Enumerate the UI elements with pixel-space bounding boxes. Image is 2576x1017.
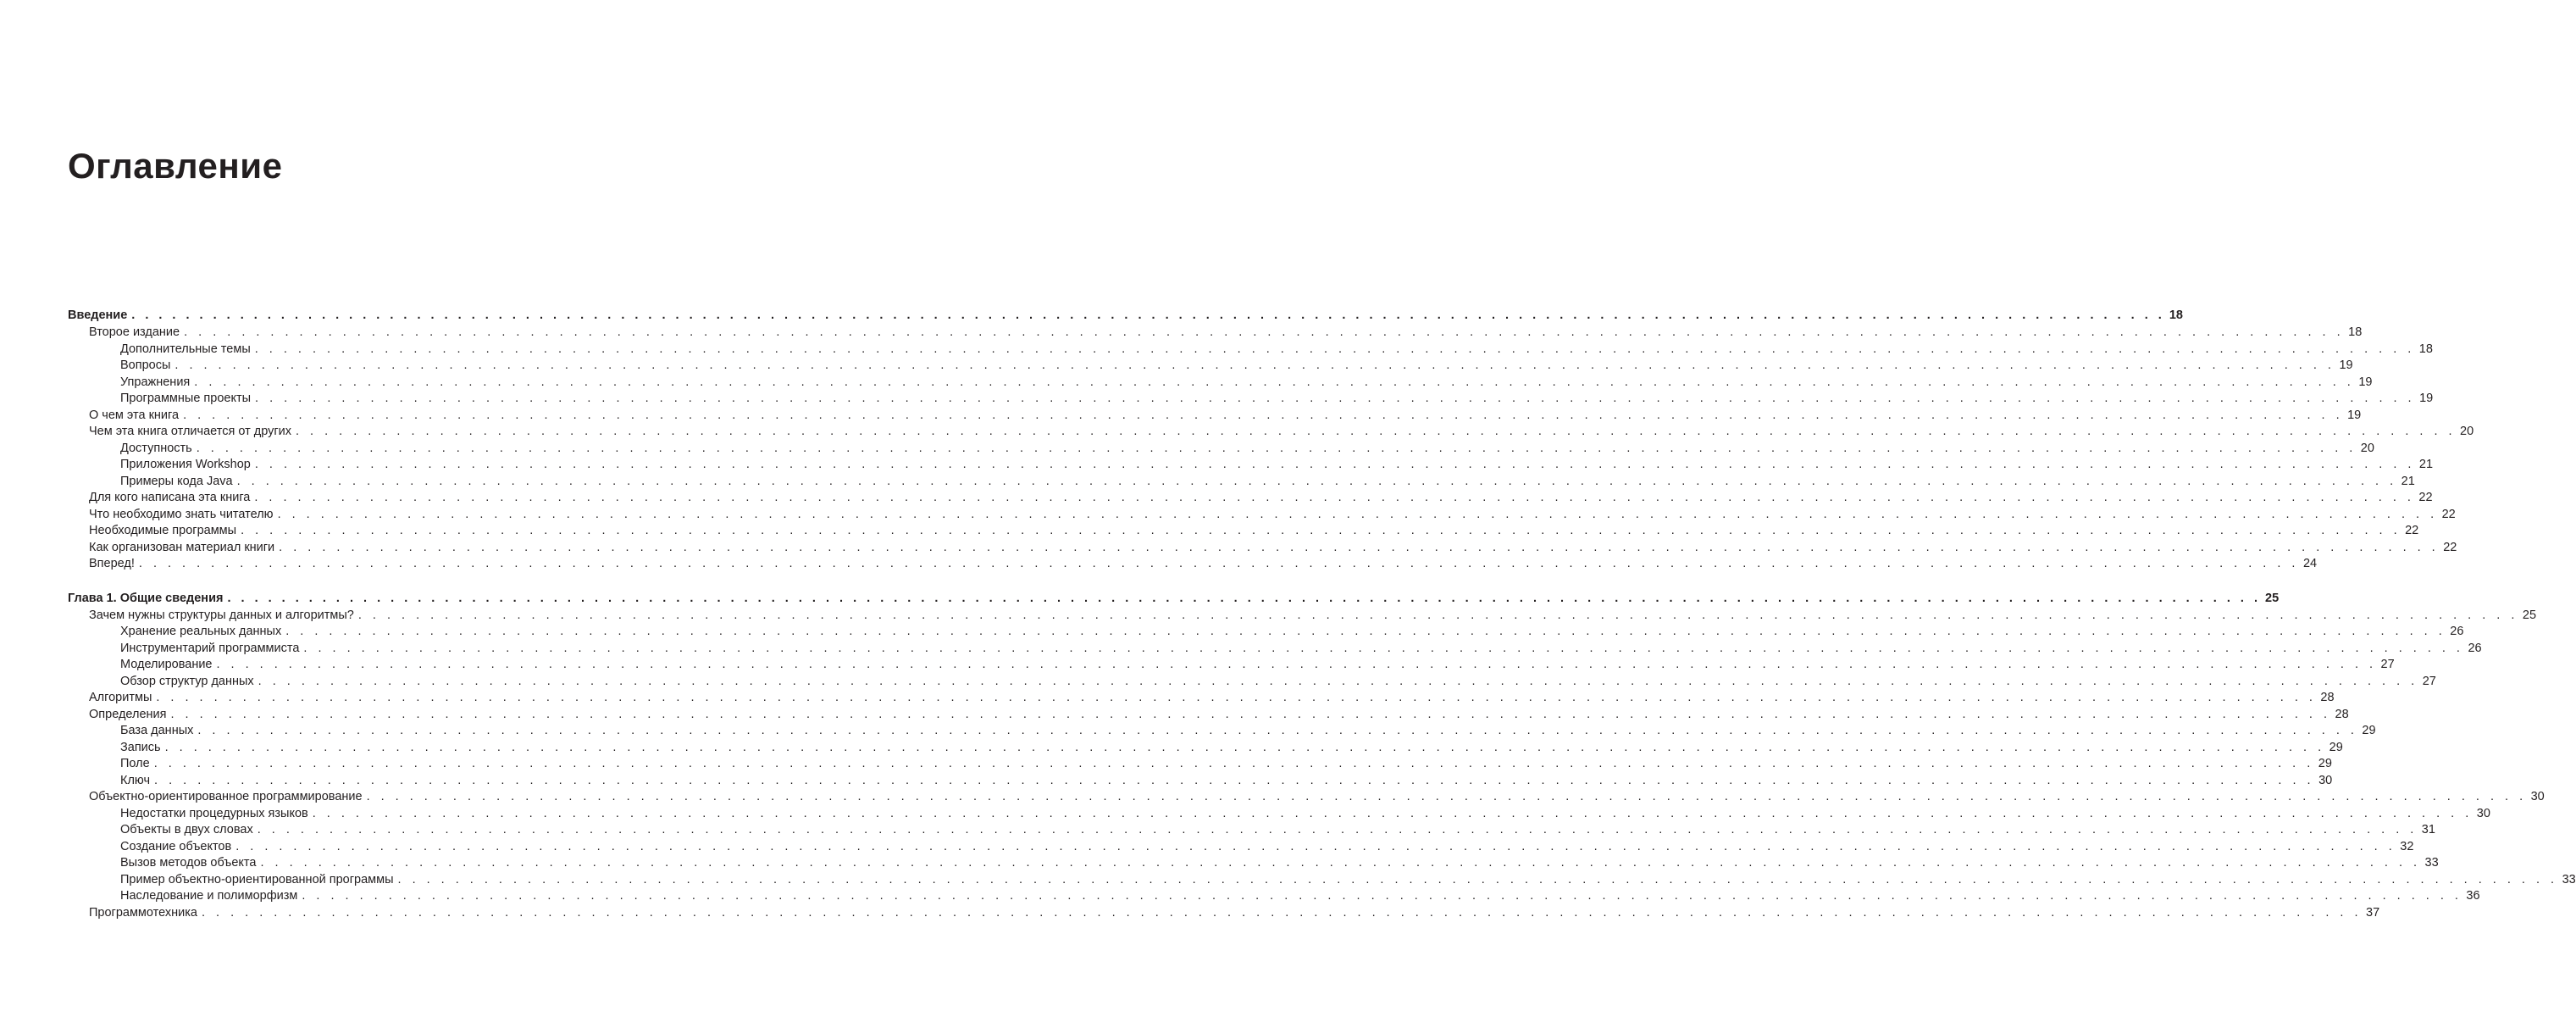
toc-chapter-entry[interactable]: [68, 307, 2183, 325]
toc-dot-leader: . . . . . . . . . . . . . . . . . . . . . . . . . . . . . . . . . . . . . . . . . . . . . . . . . . . . . . . . . . . . . . . . . . . . . . . . . . . . . . . . . . . . . . . . . . . . . . . . . . . . . . . . . . . . . . . . . . . . . . . . . . . . . . . . . . . . . . . . . . . . . . . . . . . . . .: [260, 856, 2421, 870]
toc-entry[interactable]: [68, 707, 2349, 724]
toc-dot-leader: . . . . . . . . . . . . . . . . . . . . . . . . . . . . . . . . . . . . . . . . . . . . . . . . . . . . . . . . . . . . . . . . . . . . . . . . . . . . . . . . . . . . . . . . . . . . . . . . . . . . . . . . . . . . . . . . . . . . . . . . . . . . . . . . . . . . . . . . . . . . . . . . . . . . . .: [277, 507, 2438, 521]
toc-dot-leader: . . . . . . . . . . . . . . . . . . . . . . . . . . . . . . . . . . . . . . . . . . . . . . . . . . . . . . . . . . . . . . . . . . . . . . . . . . . . . . . . . . . . . . . . . . . . . . . . . . . . . . . . . . . . . . . . . . . . . . . . . . . . . . . . . . . . . . . . . . . . . . . . . . . . . .: [153, 757, 2314, 770]
toc-dot-leader: . . . . . . . . . . . . . . . . . . . . . . . . . . . . . . . . . . . . . . . . . . . . . . . . . . . . . . . . . . . . . . . . . . . . . . . . . . . . . . . . . . . . . . . . . . . . . . . . . . . . . . . . . . . . . . . . . . . . . . . . . . . . . . . . . . . . . . . . . . . . . . . . . . . . . .: [184, 325, 2345, 339]
toc-dot-leader: . . . . . . . . . . . . . . . . . . . . . . . . . . . . . . . . . . . . . . . . . . . . . . . . . . . . . . . . . . . . . . . . . . . . . . . . . . . . . . . . . . . . . . . . . . . . . . . . . . . . . . . . . . . . . . . . . . . . . . . . . . . . . . . . . . . . . . . . . . . . . . . . . . . . . .: [366, 790, 2527, 803]
toc-entry[interactable]: [68, 457, 2434, 474]
toc-entry-title: Создание объектов: [120, 839, 232, 853]
toc-entry-page-number: 33: [2424, 856, 2439, 870]
toc-entry-title: Доступность: [120, 441, 192, 455]
toc-dot-leader: . . . . . . . . . . . . . . . . . . . . . . . . . . . . . . . . . . . . . . . . . . . . . . . . . . . . . . . . . . . . . . . . . . . . . . . . . . . . . . . . . . . . . . . . . . . . . . . . . . . . . . . . . . . . . . . . . . . . . . . . . . . . . . . . . . . . . . . . . . . . . . . . . . . . . .: [154, 773, 2315, 787]
toc-entry-page-number: 20: [2360, 441, 2374, 455]
toc-entry-title: Пример объектно-ориентированной программы: [120, 872, 394, 886]
toc-entry-page-number: 19: [2419, 392, 2434, 405]
toc-dot-leader: . . . . . . . . . . . . . . . . . . . . . . . . . . . . . . . . . . . . . . . . . . . . . . . . . . . . . . . . . . . . . . . . . . . . . . . . . . . . . . . . . . . . . . . . . . . . . . . . . . . . . . . . . . . . . . . . . . . . . . . . . . . . . . . . . . . . . . . . . . . . . . . . . . . . . .: [175, 358, 2335, 372]
toc-entry-page-number: 18: [2348, 325, 2363, 339]
toc-entry-title: Поле: [120, 757, 150, 770]
toc-chapter-entry[interactable]: [68, 590, 2280, 608]
toc-entry[interactable]: [68, 375, 2373, 392]
toc-entry-title: Вперед!: [89, 557, 135, 570]
toc-entry[interactable]: [68, 391, 2434, 408]
toc-entry-title: О чем эта книга: [89, 408, 180, 422]
toc-entry-title: Чем эта книга отличается от других: [89, 425, 291, 438]
toc-entry[interactable]: [68, 540, 2457, 557]
toc-dot-leader: . . . . . . . . . . . . . . . . . . . . . . . . . . . . . . . . . . . . . . . . . . . . . . . . . . . . . . . . . . . . . . . . . . . . . . . . . . . . . . . . . . . . . . . . . . . . . . . . . . . . . . . . . . . . . . . . . . . . . . . . . . . . . . . . . . . . . . . . . . . . . . . . . . . . . .: [302, 889, 2462, 903]
toc-entry-title: Необходимые программы: [89, 524, 237, 537]
toc-entry-title: Объектно-ориентированное программирование: [89, 790, 363, 803]
toc-entry-title: Определения: [89, 707, 167, 721]
toc-entry-title: Ключ: [120, 773, 151, 787]
toc-entry[interactable]: [68, 822, 2435, 839]
toc-entry-page-number: 30: [2318, 773, 2333, 787]
toc-entry-page-number: 29: [2329, 740, 2343, 754]
toc-entry-title: Для кого написана эта книга: [89, 491, 251, 504]
toc-entry-title: Наследование и полиморфизм: [120, 889, 298, 903]
toc-entry-page-number: 19: [2358, 375, 2373, 389]
toc-dot-leader: . . . . . . . . . . . . . . . . . . . . . . . . . . . . . . . . . . . . . . . . . . . . . . . . . . . . . . . . . . . . . . . . . . . . . . . . . . . . . . . . . . . . . . . . . . . . . . . . . . . . . . . . . . . . . . . . . . . . . . . . . . . . . . . . . . . . . . . . . . . . . . . . . . . . . .: [254, 342, 2415, 356]
toc-entry-page-number: 26: [2450, 625, 2464, 638]
toc-dot-leader: . . . . . . . . . . . . . . . . . . . . . . . . . . . . . . . . . . . . . . . . . . . . . . . . . . . . . . . . . . . . . . . . . . . . . . . . . . . . . . . . . . . . . . . . . . . . . . . . . . . . . . . . . . . . . . . . . . . . . . . . . . . . . . . . . . . . . . . . . . . . . . . . . . . . . .: [254, 458, 2415, 471]
toc-dot-leader: . . . . . . . . . . . . . . . . . . . . . . . . . . . . . . . . . . . . . . . . . . . . . . . . . . . . . . . . . . . . . . . . . . . . . . . . . . . . . . . . . . . . . . . . . . . . . . . . . . . . . . . . . . . . . . . . . . . . . . . . . . . . . . . . . . . . . . . . . . . . . . . . . . . . . .: [164, 740, 2325, 754]
toc-dot-leader: . . . . . . . . . . . . . . . . . . . . . . . . . . . . . . . . . . . . . . . . . . . . . . . . . . . . . . . . . . . . . . . . . . . . . . . . . . . . . . . . . . . . . . . . . . . . . . . . . . . . . . . . . . . . . . . . . . . . . . . . . . . . . . . . . . . . . . . . . . . . . . . . . . . . . .: [170, 707, 2331, 721]
toc-entry-page-number: 30: [2476, 806, 2490, 820]
toc-entry[interactable]: [68, 441, 2374, 458]
toc-entry[interactable]: [68, 342, 2433, 358]
toc-entry-page-number: 22: [2405, 524, 2419, 537]
toc-entry[interactable]: [68, 674, 2436, 691]
toc-entry[interactable]: [68, 839, 2414, 856]
toc-dot-leader: . . . . . . . . . . . . . . . . . . . . . . . . . . . . . . . . . . . . . . . . . . . . . . . . . . . . . . . . . . . . . . . . . . . . . . . . . . . . . . . . . . . . . . . . . . . . . . . . . . . . . . . . . . . . . . . . . . . . . . . . . . . . . . . . . . . . . . . . . . . . . . . . . . . . . .: [236, 474, 2397, 488]
toc-entry-page-number: 19: [2347, 408, 2362, 422]
toc-entry[interactable]: [68, 905, 2380, 922]
toc-entry-page-number: 22: [2441, 507, 2456, 521]
toc-entry[interactable]: [68, 424, 2474, 441]
toc-entry[interactable]: [68, 556, 2318, 573]
toc-entry-page-number: 33: [2562, 872, 2576, 886]
toc-dot-leader: . . . . . . . . . . . . . . . . . . . . . . . . . . . . . . . . . . . . . . . . . . . . . . . . . . . . . . . . . . . . . . . . . . . . . . . . . . . . . . . . . . . . . . . . . . . . . . . . . . . . . . . . . . . . . . . . . . . . . . . . . . . . . . . . . . . . . . . . . . . . . . . . . . . . . .: [397, 872, 2558, 886]
toc-entry[interactable]: [68, 507, 2456, 524]
toc-dot-leader: . . . . . . . . . . . . . . . . . . . . . . . . . . . . . . . . . . . . . . . . . . . . . . . . . . . . . . . . . . . . . . . . . . . . . . . . . . . . . . . . . . . . . . . . . . . . . . . . . . . . . . . . . . . . . . . . . . . . . . . . . . . . . . . . . . . . . . . . . . . . . . . . . . . . . .: [303, 641, 2464, 655]
toc-entry-page-number: 21: [2418, 458, 2434, 471]
toc-entry-title: Вопросы: [120, 358, 171, 372]
toc-entry[interactable]: [68, 325, 2363, 342]
toc-entry-page-number: 36: [2466, 889, 2480, 903]
toc-entry[interactable]: [68, 740, 2343, 757]
toc-entry-title: Глава 1. Общие сведения: [68, 591, 224, 605]
toc-entry-page-number: 20: [2460, 425, 2474, 438]
toc-entry[interactable]: [68, 872, 2576, 889]
toc-entry[interactable]: [68, 408, 2362, 425]
toc-entry-page-number: 18: [2169, 308, 2183, 322]
toc-dot-leader: . . . . . . . . . . . . . . . . . . . . . . . . . . . . . . . . . . . . . . . . . . . . . . . . . . . . . . . . . . . . . . . . . . . . . . . . . . . . . . . . . . . . . . . . . . . . . . . . . . . . . . . . . . . . . . . . . . . . . . . . . . . . . . . . . . . . . . . . . . . . . . . . . . . . . .: [258, 674, 2418, 688]
toc-entry-title: Моделирование: [120, 658, 213, 671]
toc-entry[interactable]: [68, 657, 2395, 674]
toc-entry-title: Вызов методов объекта: [120, 856, 257, 870]
toc-entry-page-number: 32: [2400, 839, 2414, 853]
toc-entry[interactable]: [68, 641, 2482, 658]
toc-dot-leader: . . . . . . . . . . . . . . . . . . . . . . . . . . . . . . . . . . . . . . . . . . . . . . . . . . . . . . . . . . . . . . . . . . . . . . . . . . . . . . . . . . . . . . . . . . . . . . . . . . . . . . . . . . . . . . . . . . . . . . . . . . . . . . . . . . . . . . . . . . . . . . . . . . . . . .: [138, 557, 2299, 570]
toc-entry[interactable]: [68, 806, 2490, 823]
toc-entry-page-number: 27: [2422, 674, 2436, 688]
toc-entry-title: Запись: [120, 740, 161, 754]
toc-dot-leader: . . . . . . . . . . . . . . . . . . . . . . . . . . . . . . . . . . . . . . . . . . . . . . . . . . . . . . . . . . . . . . . . . . . . . . . . . . . . . . . . . . . . . . . . . . . . . . . . . . . . . . . . . . . . . . . . . . . . . . . . . . . . . . . . . . . . . . . . . . . . . . . . . . . . . .: [357, 608, 2518, 622]
toc-dot-leader: . . . . . . . . . . . . . . . . . . . . . . . . . . . . . . . . . . . . . . . . . . . . . . . . . . . . . . . . . . . . . . . . . . . . . . . . . . . . . . . . . . . . . . . . . . . . . . . . . . . . . . . . . . . . . . . . . . . . . . . . . . . . . . . . . . . . . . . . . . . . . . . . . . . . . .: [131, 308, 2165, 322]
toc-entry-page-number: 29: [2318, 757, 2332, 770]
toc-dot-leader: . . . . . . . . . . . . . . . . . . . . . . . . . . . . . . . . . . . . . . . . . . . . . . . . . . . . . . . . . . . . . . . . . . . . . . . . . . . . . . . . . . . . . . . . . . . . . . . . . . . . . . . . . . . . . . . . . . . . . . . . . . . . . . . . . . . . . . . . . . . . . . . . . . . . . .: [285, 625, 2446, 638]
toc-dot-leader: . . . . . . . . . . . . . . . . . . . . . . . . . . . . . . . . . . . . . . . . . . . . . . . . . . . . . . . . . . . . . . . . . . . . . . . . . . . . . . . . . . . . . . . . . . . . . . . . . . . . . . . . . . . . . . . . . . . . . . . . . . . . . . . . . . . . . . . . . . . . . . . . . . . . . .: [254, 491, 2415, 504]
toc-entry-title: Обзор структур данных: [120, 674, 254, 688]
toc-dot-leader: . . . . . . . . . . . . . . . . . . . . . . . . . . . . . . . . . . . . . . . . . . . . . . . . . . . . . . . . . . . . . . . . . . . . . . . . . . . . . . . . . . . . . . . . . . . . . . . . . . . . . . . . . . . . . . . . . . . . . . . . . . . . . . . . . . . . . . . . . . . . . . . . . . . . . .: [216, 658, 2377, 671]
toc-entry-title: Программные проекты: [120, 392, 252, 405]
toc-entry-page-number: 22: [2418, 491, 2433, 504]
toc-entry-title: Недостатки процедурных языков: [120, 806, 308, 820]
toc-entry-page-number: 27: [2380, 658, 2395, 671]
toc-entry-title: Алгоритмы: [89, 691, 152, 704]
toc-dot-leader: . . . . . . . . . . . . . . . . . . . . . . . . . . . . . . . . . . . . . . . . . . . . . . . . . . . . . . . . . . . . . . . . . . . . . . . . . . . . . . . . . . . . . . . . . . . . . . . . . . . . . . . . . . . . . . . . . . . . . . . . . . . . . . . . . . . . . . . . . . . . . . . . . . . . . .: [241, 524, 2401, 537]
toc-dot-leader: . . . . . . . . . . . . . . . . . . . . . . . . . . . . . . . . . . . . . . . . . . . . . . . . . . . . . . . . . . . . . . . . . . . . . . . . . . . . . . . . . . . . . . . . . . . . . . . . . . . . . . . . . . . . . . . . . . . . . . . . . . . . . . . . . . . . . . . . . . . . . . . . . . . . . .: [194, 375, 2355, 389]
toc-dot-leader: . . . . . . . . . . . . . . . . . . . . . . . . . . . . . . . . . . . . . . . . . . . . . . . . . . . . . . . . . . . . . . . . . . . . . . . . . . . . . . . . . . . . . . . . . . . . . . . . . . . . . . . . . . . . . . . . . . . . . . . . . . . . . . . . . . . . . . . . . . . . . . . . . . . . . .: [197, 724, 2358, 737]
toc-entry-title: Введение: [68, 308, 128, 322]
toc-entry-page-number: 25: [2522, 608, 2537, 622]
toc-entry-title: Примеры кода Java: [120, 474, 233, 488]
toc-entry[interactable]: [68, 690, 2335, 707]
toc-entry-title: Объекты в двух словах: [120, 823, 253, 836]
toc-entry-page-number: 28: [2320, 691, 2335, 704]
toc-entry[interactable]: [68, 756, 2332, 773]
toc-entry[interactable]: [68, 624, 2464, 641]
toc-section: [68, 307, 2474, 573]
toc-entry-title: База данных: [120, 724, 194, 737]
toc-entry-page-number: 25: [2265, 591, 2280, 605]
toc-entry-page-number: 37: [2366, 905, 2380, 920]
toc-entry[interactable]: [68, 474, 2415, 491]
toc-entry[interactable]: [68, 608, 2537, 625]
toc-entry-title: Зачем нужны структуры данных и алгоритмы?: [89, 608, 354, 622]
toc-dot-leader: . . . . . . . . . . . . . . . . . . . . . . . . . . . . . . . . . . . . . . . . . . . . . . . . . . . . . . . . . . . . . . . . . . . . . . . . . . . . . . . . . . . . . . . . . . . . . . . . . . . . . . . . . . . . . . . . . . . . . . . . . . . . . . . . . . . . . . . . . . . . . . . . . . . . . .: [296, 425, 2457, 438]
toc-entry-title: Приложения Workshop: [120, 458, 251, 471]
table-of-contents: [68, 307, 2576, 921]
toc-entry[interactable]: [68, 888, 2480, 905]
toc-entry-page-number: 24: [2302, 557, 2318, 570]
toc-entry-title: Упражнения: [120, 375, 191, 389]
toc-entry-page-number: 19: [2339, 358, 2353, 372]
toc-entry[interactable]: [68, 358, 2353, 375]
toc-entry[interactable]: [68, 789, 2545, 806]
toc-dot-leader: . . . . . . . . . . . . . . . . . . . . . . . . . . . . . . . . . . . . . . . . . . . . . . . . . . . . . . . . . . . . . . . . . . . . . . . . . . . . . . . . . . . . . . . . . . . . . . . . . . . . . . . . . . . . . . . . . . . . . . . . . . . . . . . . . . . . . . . . . . . . . . . . . . . . . .: [279, 540, 2440, 554]
toc-dot-leader: . . . . . . . . . . . . . . . . . . . . . . . . . . . . . . . . . . . . . . . . . . . . . . . . . . . . . . . . . . . . . . . . . . . . . . . . . . . . . . . . . . . . . . . . . . . . . . . . . . . . . . . . . . . . . . . . . . . . . . . . . . . . . . . . . . . . . . . . . . . . . . . . . . . . . .: [183, 408, 2344, 422]
toc-entry-title: Что необходимо знать читателю: [89, 507, 274, 521]
toc-dot-leader: . . . . . . . . . . . . . . . . . . . . . . . . . . . . . . . . . . . . . . . . . . . . . . . . . . . . . . . . . . . . . . . . . . . . . . . . . . . . . . . . . . . . . . . . . . . . . . . . . . . . . . . . . . . . . . . . . . . . . . . . . . . . . . . . . . . . . . . . . . . . . . . . . . . . . .: [255, 392, 2416, 405]
toc-entry-title: Второе издание: [89, 325, 180, 339]
toc-entry-page-number: 22: [2443, 540, 2457, 554]
toc-dot-leader: . . . . . . . . . . . . . . . . . . . . . . . . . . . . . . . . . . . . . . . . . . . . . . . . . . . . . . . . . . . . . . . . . . . . . . . . . . . . . . . . . . . . . . . . . . . . . . . . . . . . . . . . . . . . . . . . . . . . . . . . . . . . . . . . . . . . . . . . . . . . . . . . . . . . . .: [156, 691, 2317, 704]
toc-entry-page-number: 26: [2468, 641, 2482, 655]
toc-dot-leader: . . . . . . . . . . . . . . . . . . . . . . . . . . . . . . . . . . . . . . . . . . . . . . . . . . . . . . . . . . . . . . . . . . . . . . . . . . . . . . . . . . . . . . . . . . . . . . . . . . . . . . . . . . . . . . . . . . . . . . . . . . . . . . . . . . . . . . . . . . . . . . . . . . . . . .: [196, 441, 2357, 455]
toc-entry-title: Дополнительные темы: [120, 342, 251, 356]
toc-entry-page-number: 31: [2421, 823, 2435, 836]
toc-entry-page-number: 30: [2530, 790, 2545, 803]
toc-section: [68, 590, 2576, 922]
toc-entry[interactable]: [68, 490, 2433, 507]
page-title: Оглавление: [68, 146, 283, 186]
toc-entry-title: Программотехника: [89, 905, 197, 920]
toc-entry-page-number: 21: [2401, 474, 2415, 488]
toc-entry[interactable]: [68, 773, 2333, 790]
toc-entry-page-number: 29: [2362, 724, 2376, 737]
toc-dot-leader: . . . . . . . . . . . . . . . . . . . . . . . . . . . . . . . . . . . . . . . . . . . . . . . . . . . . . . . . . . . . . . . . . . . . . . . . . . . . . . . . . . . . . . . . . . . . . . . . . . . . . . . . . . . . . . . . . . . . . . . . . . . . . . . . . . . . . . . . . . . . . . . . . . . . . .: [312, 806, 2473, 820]
toc-dot-leader: . . . . . . . . . . . . . . . . . . . . . . . . . . . . . . . . . . . . . . . . . . . . . . . . . . . . . . . . . . . . . . . . . . . . . . . . . . . . . . . . . . . . . . . . . . . . . . . . . . . . . . . . . . . . . . . . . . . . . . . . . . . . . . . . . . . . . . . . . . . . . . . . . . . . . .: [257, 823, 2418, 836]
toc-entry-page-number: 18: [2418, 342, 2433, 356]
toc-entry-page-number: 28: [2335, 707, 2349, 721]
toc-entry[interactable]: [68, 855, 2439, 872]
toc-entry-title: Как организован материал книги: [89, 540, 275, 554]
toc-entry[interactable]: [68, 723, 2376, 740]
toc-entry-title: Хранение реальных данных: [120, 625, 282, 638]
toc-dot-leader: . . . . . . . . . . . . . . . . . . . . . . . . . . . . . . . . . . . . . . . . . . . . . . . . . . . . . . . . . . . . . . . . . . . . . . . . . . . . . . . . . . . . . . . . . . . . . . . . . . . . . . . . . . . . . . . . . . . . . . . . . . . . . . . . . . . . . . . . . . . . . . . . . . . . . .: [227, 591, 2261, 605]
toc-dot-leader: . . . . . . . . . . . . . . . . . . . . . . . . . . . . . . . . . . . . . . . . . . . . . . . . . . . . . . . . . . . . . . . . . . . . . . . . . . . . . . . . . . . . . . . . . . . . . . . . . . . . . . . . . . . . . . . . . . . . . . . . . . . . . . . . . . . . . . . . . . . . . . . . . . . . . .: [201, 905, 2363, 920]
toc-dot-leader: . . . . . . . . . . . . . . . . . . . . . . . . . . . . . . . . . . . . . . . . . . . . . . . . . . . . . . . . . . . . . . . . . . . . . . . . . . . . . . . . . . . . . . . . . . . . . . . . . . . . . . . . . . . . . . . . . . . . . . . . . . . . . . . . . . . . . . . . . . . . . . . . . . . . . .: [235, 839, 2396, 853]
toc-entry-title: Инструментарий программиста: [120, 641, 300, 655]
toc-entry[interactable]: [68, 523, 2419, 540]
